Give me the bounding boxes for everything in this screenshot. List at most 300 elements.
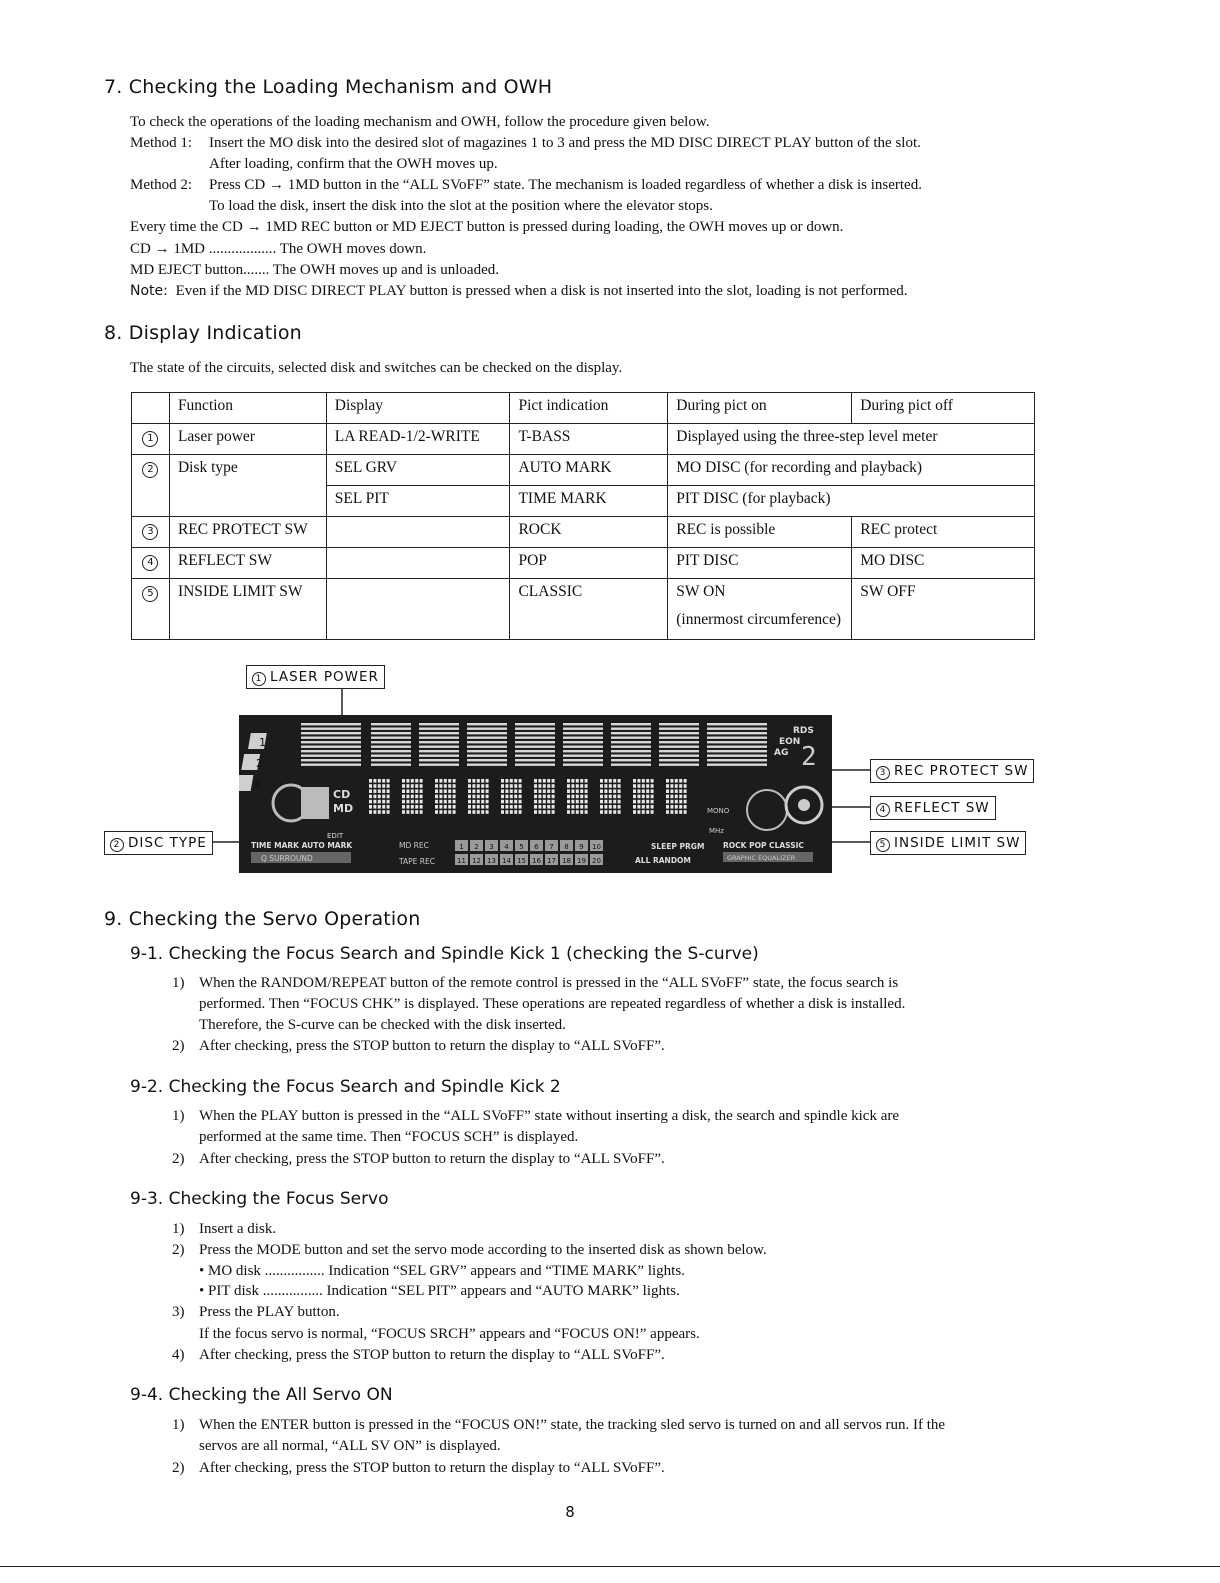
- matrix-dot: [468, 784, 471, 788]
- matrix-dot: [420, 810, 423, 814]
- matrix-dot: [684, 784, 687, 788]
- matrix-dot: [444, 805, 447, 809]
- table-cell: PIT DISC: [668, 548, 852, 579]
- meter-segment: [467, 723, 507, 725]
- matrix-dot: [420, 779, 423, 783]
- matrix-dot: [547, 800, 550, 804]
- matrix-dot: [486, 800, 489, 804]
- matrix-dot: [580, 805, 583, 809]
- matrix-dot: [585, 784, 588, 788]
- matrix-dot: [580, 789, 583, 793]
- matrix-dot: [406, 789, 409, 793]
- matrix-dot: [670, 805, 673, 809]
- matrix-dot: [387, 779, 390, 783]
- matrix-dot: [637, 795, 640, 799]
- matrix-dot: [420, 784, 423, 788]
- matrix-dot: [576, 800, 579, 804]
- matrix-dot: [472, 805, 475, 809]
- matrix-dot: [633, 779, 636, 783]
- meter-segment: [371, 750, 411, 752]
- matrix-dot: [547, 779, 550, 783]
- matrix-dot: [468, 800, 471, 804]
- meter-segment: [707, 732, 767, 734]
- matrix-dot: [505, 810, 508, 814]
- matrix-dot: [567, 795, 570, 799]
- disc-tab-label: 1: [259, 736, 266, 749]
- matrix-dot: [571, 795, 574, 799]
- matrix-dot: [543, 789, 546, 793]
- matrix-dot: [387, 789, 390, 793]
- disc-tab-label: 3: [253, 778, 260, 791]
- matrix-dot: [411, 784, 414, 788]
- matrix-dot: [378, 800, 381, 804]
- list-item: performed. Then “FOCUS CHK” is displayed. These operations are repeated regardless of whether a disk is installed.: [199, 996, 906, 1012]
- list-item: After checking, press the STOP button to return the display to “ALL SVoFF”.: [199, 1347, 665, 1363]
- matrix-dot: [519, 800, 522, 804]
- matrix-dot: [415, 810, 418, 814]
- meter-segment: [659, 741, 699, 743]
- list-item: Press the PLAY button.: [199, 1304, 340, 1320]
- matrix-dot: [510, 779, 513, 783]
- matrix-dot: [675, 805, 678, 809]
- matrix-dot: [609, 784, 612, 788]
- matrix-dot: [448, 795, 451, 799]
- row-number: 1: [132, 424, 170, 455]
- meter-segment: [371, 723, 411, 725]
- lcd-digit: 2: [801, 742, 817, 772]
- list-item: After checking, press the STOP button to return the display to “ALL SVoFF”.: [199, 1038, 665, 1054]
- matrix-dot: [505, 805, 508, 809]
- matrix-dot: [675, 784, 678, 788]
- matrix-dot: [481, 800, 484, 804]
- matrix-dot: [585, 810, 588, 814]
- matrix-dot: [406, 800, 409, 804]
- matrix-dot: [642, 805, 645, 809]
- matrix-dot: [543, 805, 546, 809]
- matrix-dot: [534, 789, 537, 793]
- matrix-dot: [684, 800, 687, 804]
- list-item-number: 1): [172, 1221, 185, 1237]
- matrix-dot: [600, 805, 603, 809]
- table-cell: Disk type: [169, 455, 326, 486]
- matrix-dot: [576, 779, 579, 783]
- matrix-dot: [411, 810, 414, 814]
- matrix-dot: [472, 784, 475, 788]
- matrix-dot: [514, 800, 517, 804]
- matrix-dot: [453, 805, 456, 809]
- matrix-dot: [633, 805, 636, 809]
- meter-segment: [563, 723, 603, 725]
- matrix-dot: [468, 789, 471, 793]
- matrix-dot: [486, 795, 489, 799]
- matrix-dot: [552, 810, 555, 814]
- matrix-dot: [448, 805, 451, 809]
- matrix-dot: [651, 805, 654, 809]
- row-number: 5: [132, 579, 170, 640]
- matrix-dot: [684, 795, 687, 799]
- matrix-dot: [633, 795, 636, 799]
- track-number: 12: [472, 857, 481, 865]
- meter-segment: [659, 755, 699, 757]
- meter-segment: [419, 746, 459, 748]
- matrix-dot: [481, 789, 484, 793]
- matrix-dot: [567, 805, 570, 809]
- matrix-dot: [510, 789, 513, 793]
- matrix-dot: [415, 795, 418, 799]
- matrix-dot: [448, 810, 451, 814]
- matrix-dot: [519, 810, 522, 814]
- matrix-dot: [444, 810, 447, 814]
- matrix-dot: [571, 800, 574, 804]
- meter-segment: [563, 746, 603, 748]
- matrix-dot: [642, 779, 645, 783]
- meter-segment: [371, 759, 411, 761]
- matrix-dot: [679, 779, 682, 783]
- track-number: 18: [562, 857, 571, 865]
- matrix-dot: [679, 795, 682, 799]
- matrix-dot: [415, 805, 418, 809]
- matrix-dot: [420, 800, 423, 804]
- meter-segment: [563, 759, 603, 761]
- matrix-dot: [435, 779, 438, 783]
- matrix-dot: [666, 779, 669, 783]
- matrix-dot: [633, 789, 636, 793]
- meter-segment: [419, 732, 459, 734]
- matrix-dot: [373, 795, 376, 799]
- matrix-dot: [439, 795, 442, 799]
- matrix-dot: [651, 800, 654, 804]
- meter-segment: [467, 728, 507, 730]
- matrix-dot: [679, 784, 682, 788]
- track-number: 8: [564, 843, 569, 851]
- meter-segment: [611, 746, 651, 748]
- list-item-number: 3): [172, 1304, 185, 1320]
- matrix-dot: [618, 800, 621, 804]
- meter-segment: [467, 764, 507, 766]
- matrix-dot: [448, 800, 451, 804]
- matrix-dot: [675, 800, 678, 804]
- matrix-dot: [415, 784, 418, 788]
- matrix-dot: [571, 810, 574, 814]
- meter-segment: [611, 755, 651, 757]
- matrix-dot: [486, 779, 489, 783]
- table-cell: SW OFF: [852, 579, 1035, 640]
- matrix-dot: [439, 789, 442, 793]
- matrix-dot: [576, 805, 579, 809]
- matrix-dot: [481, 805, 484, 809]
- table-cell: MO DISC: [852, 548, 1035, 579]
- matrix-dot: [613, 789, 616, 793]
- meter-segment: [515, 728, 555, 730]
- meter-segment: [301, 737, 361, 739]
- matrix-dot: [666, 789, 669, 793]
- matrix-dot: [576, 784, 579, 788]
- meter-segment: [707, 755, 767, 757]
- table-header-cell: Display: [326, 393, 510, 424]
- callout-laser-power: 1 LASER POWER: [246, 665, 385, 689]
- matrix-dot: [514, 810, 517, 814]
- track-number: 15: [517, 857, 526, 865]
- matrix-dot: [501, 784, 504, 788]
- lcd-graphic: [239, 715, 832, 873]
- list-item-number: 1): [172, 975, 185, 991]
- meter-segment: [659, 723, 699, 725]
- table-cell: AUTO MARK: [510, 455, 668, 486]
- matrix-dot: [567, 779, 570, 783]
- matrix-dot: [514, 784, 517, 788]
- table-cell: CLASSIC: [510, 579, 668, 640]
- matrix-dot: [609, 800, 612, 804]
- meter-segment: [659, 750, 699, 752]
- lcd-display-panel: [239, 715, 832, 873]
- matrix-dot: [547, 810, 550, 814]
- matrix-dot: [444, 795, 447, 799]
- meter-segment: [419, 764, 459, 766]
- matrix-dot: [576, 810, 579, 814]
- section-9-title: 9. Checking the Servo Operation: [104, 908, 421, 930]
- matrix-dot: [435, 800, 438, 804]
- matrix-dot: [637, 784, 640, 788]
- matrix-dot: [468, 805, 471, 809]
- table-cell: MO DISC (for recording and playback): [668, 455, 1035, 486]
- note-label: Note:: [130, 283, 168, 299]
- table-cell: REFLECT SW: [169, 548, 326, 579]
- list-item: After checking, press the STOP button to return the display to “ALL SVoFF”.: [199, 1151, 665, 1167]
- meter-segment: [707, 741, 767, 743]
- track-number: 3: [489, 843, 494, 851]
- matrix-dot: [411, 800, 414, 804]
- matrix-dot: [670, 779, 673, 783]
- matrix-dot: [609, 779, 612, 783]
- table-cell: Displayed using the three-step level meter: [668, 424, 1035, 455]
- matrix-dot: [637, 810, 640, 814]
- meter-segment: [611, 732, 651, 734]
- meter-segment: [611, 750, 651, 752]
- matrix-dot: [618, 810, 621, 814]
- list-item: Insert a disk.: [199, 1221, 277, 1237]
- matrix-dot: [501, 810, 504, 814]
- matrix-dot: [552, 779, 555, 783]
- meter-segment: [707, 728, 767, 730]
- meter-segment: [419, 759, 459, 761]
- reflect-indicator-core: [798, 799, 810, 811]
- matrix-dot: [477, 810, 480, 814]
- meter-segment: [659, 764, 699, 766]
- matrix-dot: [679, 800, 682, 804]
- matrix-dot: [538, 779, 541, 783]
- matrix-dot: [547, 784, 550, 788]
- matrix-dot: [519, 789, 522, 793]
- matrix-dot: [387, 795, 390, 799]
- matrix-dot: [444, 784, 447, 788]
- matrix-dot: [477, 789, 480, 793]
- matrix-dot: [514, 805, 517, 809]
- meter-segment: [515, 732, 555, 734]
- matrix-dot: [453, 800, 456, 804]
- matrix-dot: [411, 795, 414, 799]
- matrix-dot: [402, 805, 405, 809]
- matrix-dot: [576, 789, 579, 793]
- matrix-dot: [444, 789, 447, 793]
- matrix-dot: [382, 805, 385, 809]
- table-cell: POP: [510, 548, 668, 579]
- matrix-dot: [411, 779, 414, 783]
- matrix-dot: [585, 795, 588, 799]
- meter-segment: [419, 737, 459, 739]
- matrix-dot: [439, 784, 442, 788]
- matrix-dot: [613, 805, 616, 809]
- table-cell: REC protect: [852, 517, 1035, 548]
- matrix-dot: [646, 789, 649, 793]
- matrix-dot: [501, 789, 504, 793]
- list-item: When the RANDOM/REPEAT button of the remote control is pressed in the “ALL SVoFF” state, the focus search is: [199, 975, 899, 991]
- matrix-dot: [538, 795, 541, 799]
- track-number: 16: [532, 857, 541, 865]
- matrix-dot: [510, 795, 513, 799]
- meter-segment: [301, 764, 361, 766]
- section-7-title: 7. Checking the Loading Mechanism and OWH: [104, 76, 553, 98]
- meter-segment: [515, 750, 555, 752]
- meter-segment: [419, 723, 459, 725]
- meter-segment: [563, 750, 603, 752]
- track-number: 1: [459, 843, 464, 851]
- meter-segment: [301, 732, 361, 734]
- matrix-dot: [472, 810, 475, 814]
- matrix-dot: [387, 800, 390, 804]
- list-item-number: 2): [172, 1242, 185, 1258]
- matrix-dot: [604, 800, 607, 804]
- matrix-dot: [642, 800, 645, 804]
- matrix-dot: [373, 800, 376, 804]
- matrix-dot: [580, 810, 583, 814]
- matrix-dot: [642, 795, 645, 799]
- meter-segment: [515, 741, 555, 743]
- bottom-rule: [0, 1566, 1220, 1567]
- meter-segment: [467, 741, 507, 743]
- matrix-dot: [472, 795, 475, 799]
- meter-segment: [659, 737, 699, 739]
- matrix-dot: [406, 784, 409, 788]
- lcd-eon: EON: [779, 737, 801, 747]
- matrix-dot: [477, 805, 480, 809]
- meter-segment: [371, 746, 411, 748]
- meter-segment: [659, 732, 699, 734]
- matrix-dot: [435, 795, 438, 799]
- list-item: If the focus servo is normal, “FOCUS SRCH” appears and “FOCUS ON!” appears.: [199, 1326, 700, 1342]
- matrix-dot: [387, 805, 390, 809]
- track-number: 11: [457, 857, 466, 865]
- matrix-dot: [679, 789, 682, 793]
- matrix-dot: [543, 810, 546, 814]
- matrix-dot: [567, 800, 570, 804]
- list-item: When the PLAY button is pressed in the “ALL SVoFF” state without inserting a disk, the search and spindle kick are: [199, 1108, 900, 1124]
- s7-method1-text: Insert the MO disk into the desired slot of magazines 1 to 3 and press the MD DISC DIRECT PLAY button of the slot.: [209, 135, 921, 151]
- matrix-dot: [501, 800, 504, 804]
- lcd-tape-rec: TAPE REC: [399, 857, 435, 866]
- meter-segment: [563, 764, 603, 766]
- lcd-rds: RDS: [793, 726, 814, 736]
- table-cell: REC is possible: [668, 517, 852, 548]
- matrix-dot: [547, 805, 550, 809]
- matrix-dot: [666, 784, 669, 788]
- matrix-dot: [552, 795, 555, 799]
- lcd-sleep-prgm: SLEEP PRGM: [651, 842, 705, 851]
- matrix-dot: [633, 800, 636, 804]
- meter-segment: [707, 764, 767, 766]
- matrix-dot: [448, 789, 451, 793]
- meter-segment: [563, 755, 603, 757]
- matrix-dot: [604, 784, 607, 788]
- matrix-dot: [519, 779, 522, 783]
- matrix-dot: [505, 795, 508, 799]
- bullet-item: • PIT disk ................ Indication “SEL PIT” appears and “AUTO MARK” lights.: [199, 1283, 680, 1299]
- matrix-dot: [481, 784, 484, 788]
- matrix-dot: [604, 805, 607, 809]
- table-cell: TIME MARK: [510, 486, 668, 517]
- list-item-number: 2): [172, 1151, 185, 1167]
- matrix-dot: [580, 795, 583, 799]
- matrix-dot: [684, 805, 687, 809]
- meter-segment: [659, 746, 699, 748]
- lcd-mhz: MHz: [709, 827, 724, 835]
- s7-method2-text: Press CD → 1MD button in the “ALL SVoFF” state. The mechanism is loaded regardless of whether a disk is inserted.: [209, 177, 922, 193]
- table-cell: SEL PIT: [326, 486, 510, 517]
- matrix-dot: [402, 779, 405, 783]
- matrix-dot: [373, 805, 376, 809]
- s7-method1-text2: After loading, confirm that the OWH moves up.: [209, 156, 498, 172]
- matrix-dot: [382, 810, 385, 814]
- meter-segment: [515, 755, 555, 757]
- matrix-dot: [402, 795, 405, 799]
- matrix-dot: [552, 789, 555, 793]
- track-number: 19: [577, 857, 586, 865]
- matrix-dot: [373, 779, 376, 783]
- matrix-dot: [382, 779, 385, 783]
- matrix-dot: [633, 784, 636, 788]
- matrix-dot: [646, 805, 649, 809]
- subsection-9-3-title: 9-3. Checking the Focus Servo: [130, 1189, 389, 1209]
- track-number: 14: [502, 857, 511, 865]
- matrix-dot: [486, 810, 489, 814]
- matrix-dot: [651, 789, 654, 793]
- track-number: 13: [487, 857, 496, 865]
- meter-segment: [467, 759, 507, 761]
- matrix-dot: [613, 784, 616, 788]
- matrix-dot: [453, 789, 456, 793]
- matrix-dot: [411, 789, 414, 793]
- md-disc-icon: [301, 787, 329, 819]
- matrix-dot: [604, 795, 607, 799]
- matrix-dot: [415, 800, 418, 804]
- matrix-dot: [382, 789, 385, 793]
- meter-segment: [419, 755, 459, 757]
- track-number: 7: [549, 843, 554, 851]
- matrix-dot: [420, 795, 423, 799]
- matrix-dot: [519, 784, 522, 788]
- matrix-dot: [435, 810, 438, 814]
- matrix-dot: [510, 784, 513, 788]
- s8-intro: The state of the circuits, selected disk and switches can be checked on the display.: [130, 360, 623, 376]
- meter-segment: [371, 764, 411, 766]
- matrix-dot: [387, 784, 390, 788]
- matrix-dot: [543, 795, 546, 799]
- meter-segment: [707, 737, 767, 739]
- meter-segment: [467, 732, 507, 734]
- matrix-dot: [510, 810, 513, 814]
- matrix-dot: [387, 810, 390, 814]
- matrix-dot: [646, 800, 649, 804]
- matrix-dot: [402, 800, 405, 804]
